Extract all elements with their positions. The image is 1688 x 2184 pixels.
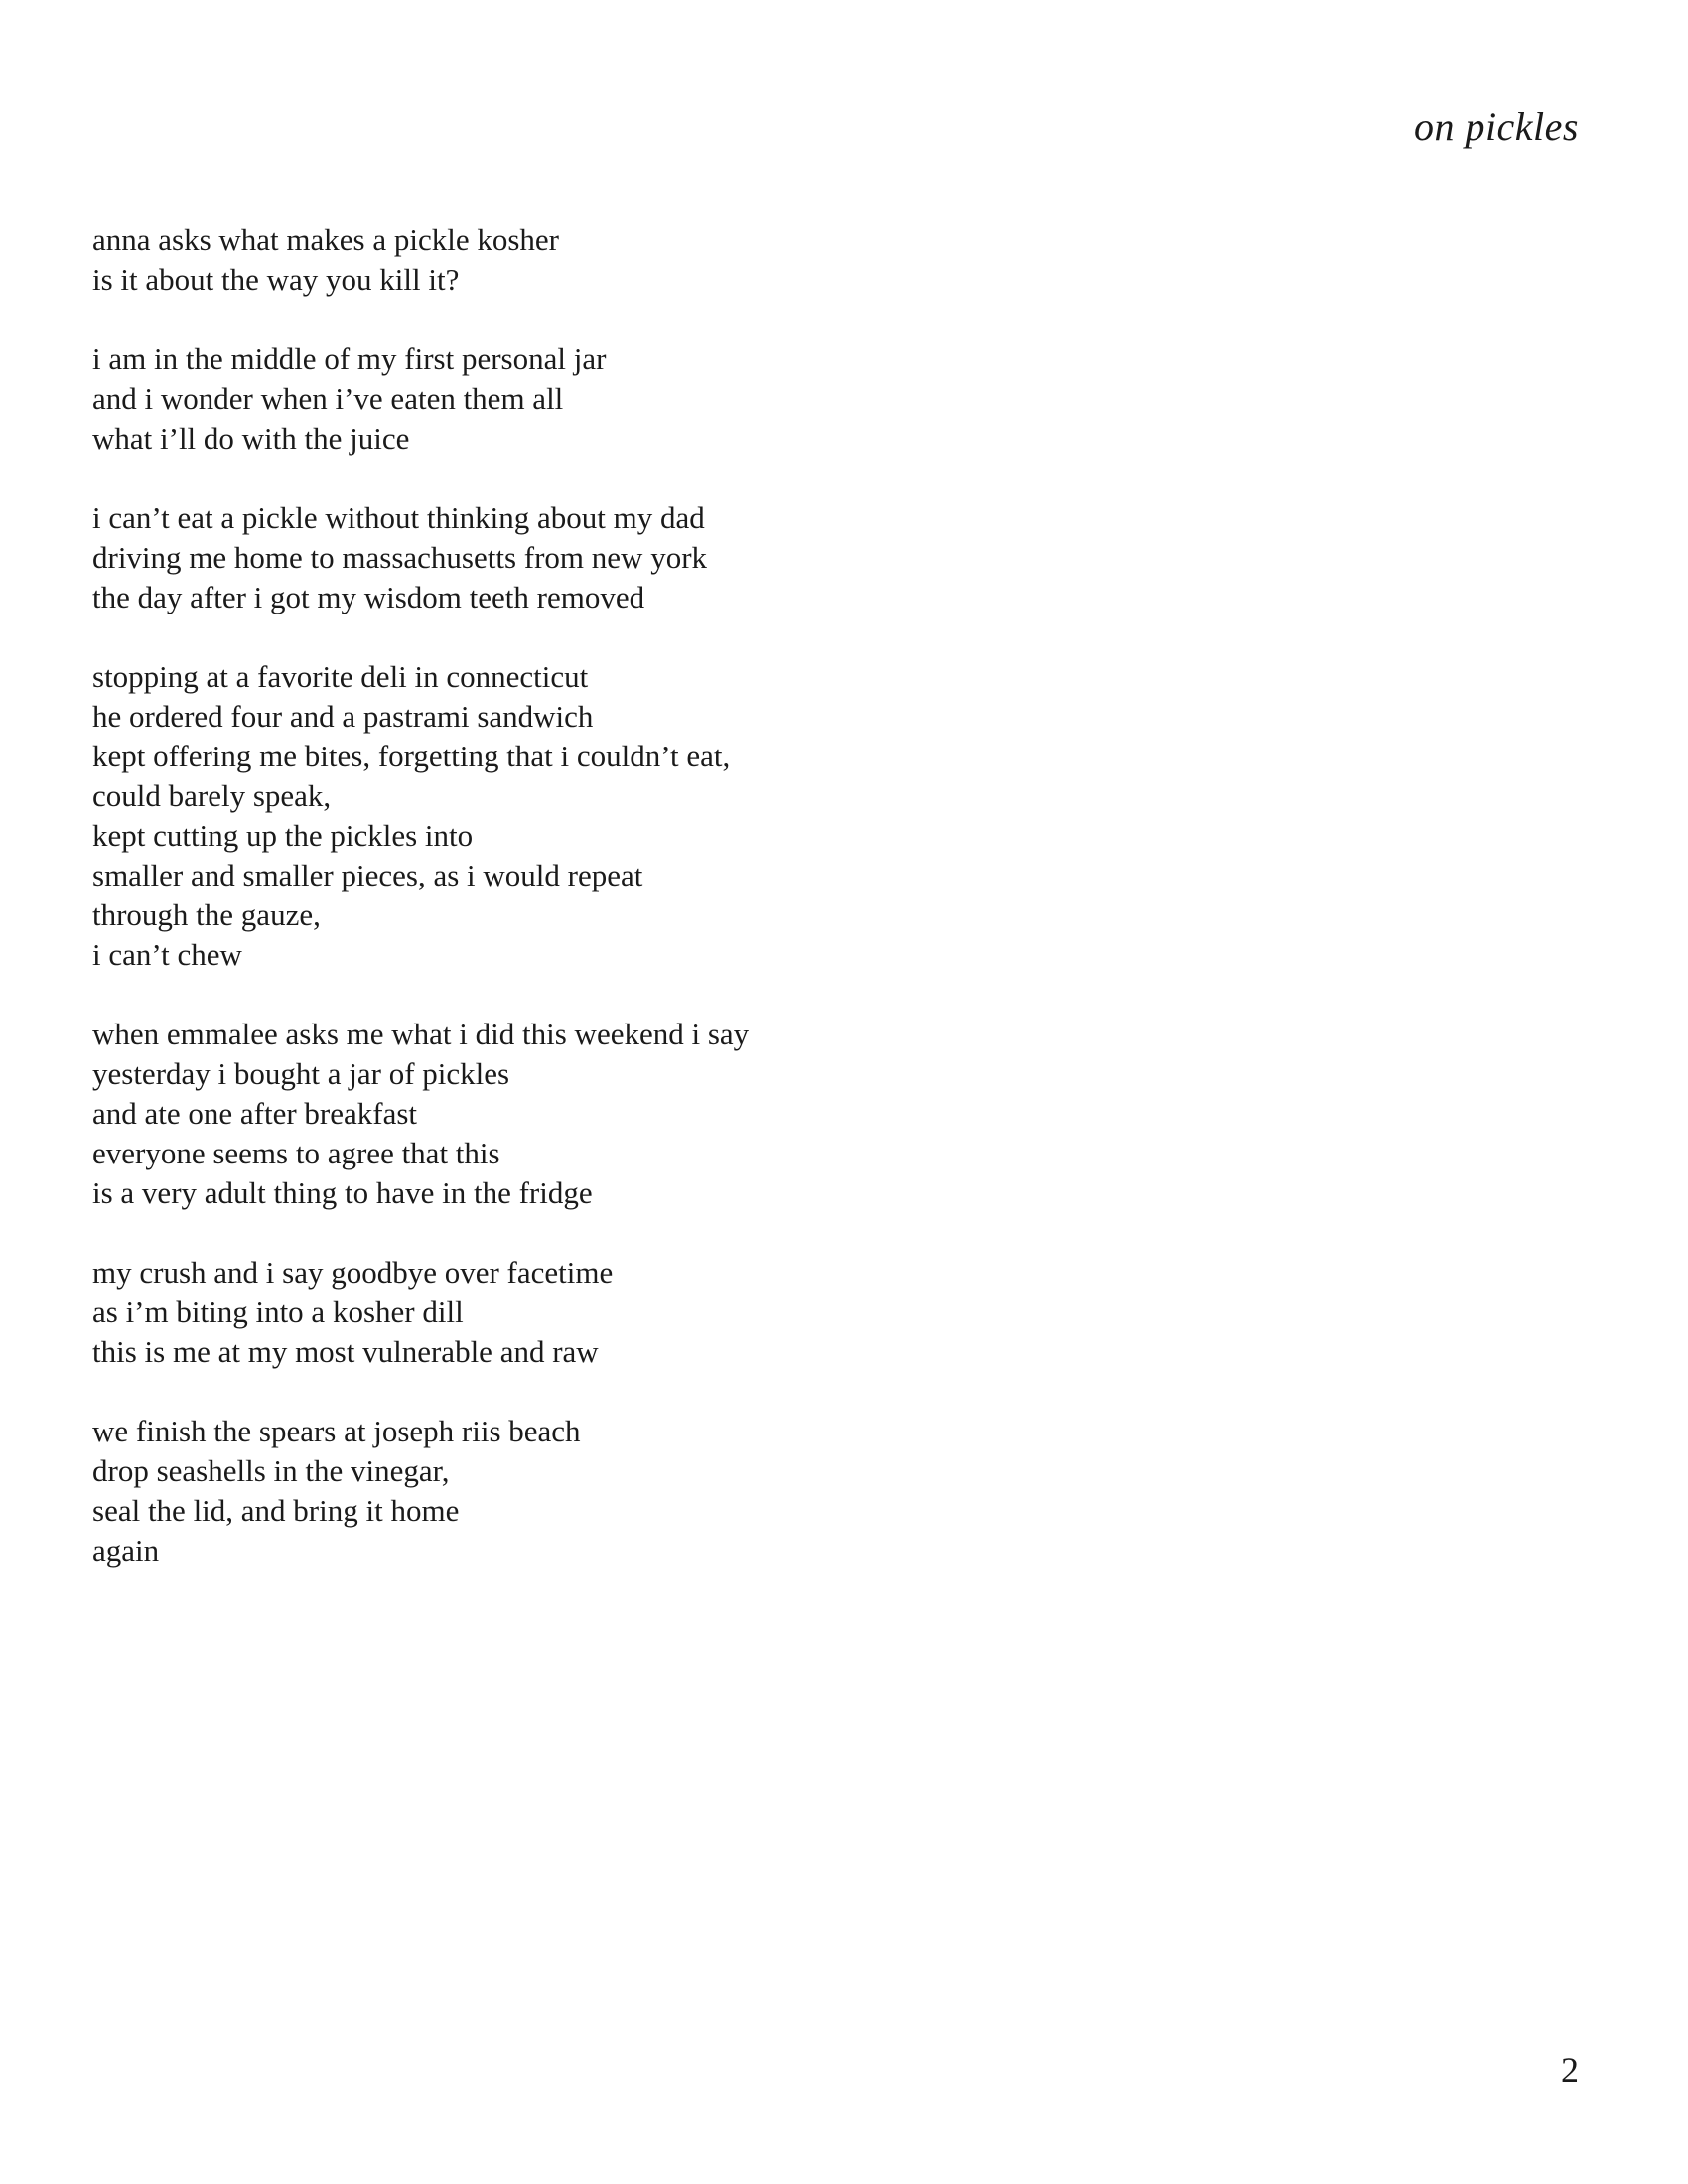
poem-line: seal the lid, and bring it home [92,1493,460,1528]
poem-line: anna asks what makes a pickle kosher [92,222,560,257]
poem-line: my crush and i say goodbye over facetime [92,1255,614,1290]
poem-line: we finish the spears at joseph riis beach [92,1414,581,1448]
poem-line: i can’t eat a pickle without thinking about my dad [92,500,705,535]
poem-stanza [92,498,1185,617]
poem-stanza [92,1412,1185,1570]
page-number: 2 [1561,2050,1579,2090]
poem-line: is it about the way you kill it? [92,262,460,297]
poem-stanza [92,1253,1185,1372]
poem-line: yesterday i bought a jar of pickles [92,1056,510,1091]
poem-stanza [92,657,1185,975]
poem-title: on pickles [1413,104,1579,149]
poem-line: again [92,1533,160,1568]
poem-line: what i’ll do with the juice [92,421,410,456]
poem-line: and i wonder when i’ve eaten them all [92,381,564,416]
poem-line: kept offering me bites, forgetting that i couldn’t eat, [92,739,731,773]
poem-line: stopping at a favorite deli in connecticut [92,659,589,694]
poem-line: driving me home to massachusetts from new york [92,540,708,575]
poem-line: smaller and smaller pieces, as i would repeat [92,858,643,892]
poem-line: and ate one after breakfast [92,1096,418,1131]
poem-line: the day after i got my wisdom teeth removed [92,580,645,614]
poem-line: is a very adult thing to have in the fridge [92,1175,593,1210]
poem-line: everyone seems to agree that this [92,1136,500,1170]
poem-line: through the gauze, [92,897,321,932]
poem-line: when emmalee asks me what i did this weekend i say [92,1017,750,1051]
poem-line: i can’t chew [92,937,242,972]
poem-line: as i’m biting into a kosher dill [92,1295,464,1329]
poem-line: i am in the middle of my first personal jar [92,341,607,376]
poem-line: could barely speak, [92,778,332,813]
poem-line: drop seashells in the vinegar, [92,1453,450,1488]
poem-stanza [92,340,1185,459]
poem-stanza [92,220,1185,300]
poem-body [92,220,1185,1610]
poem-line: kept cutting up the pickles into [92,818,474,853]
poem-line: this is me at my most vulnerable and raw [92,1334,599,1369]
poem-line: he ordered four and a pastrami sandwich [92,699,594,734]
poem-stanza [92,1015,1185,1213]
